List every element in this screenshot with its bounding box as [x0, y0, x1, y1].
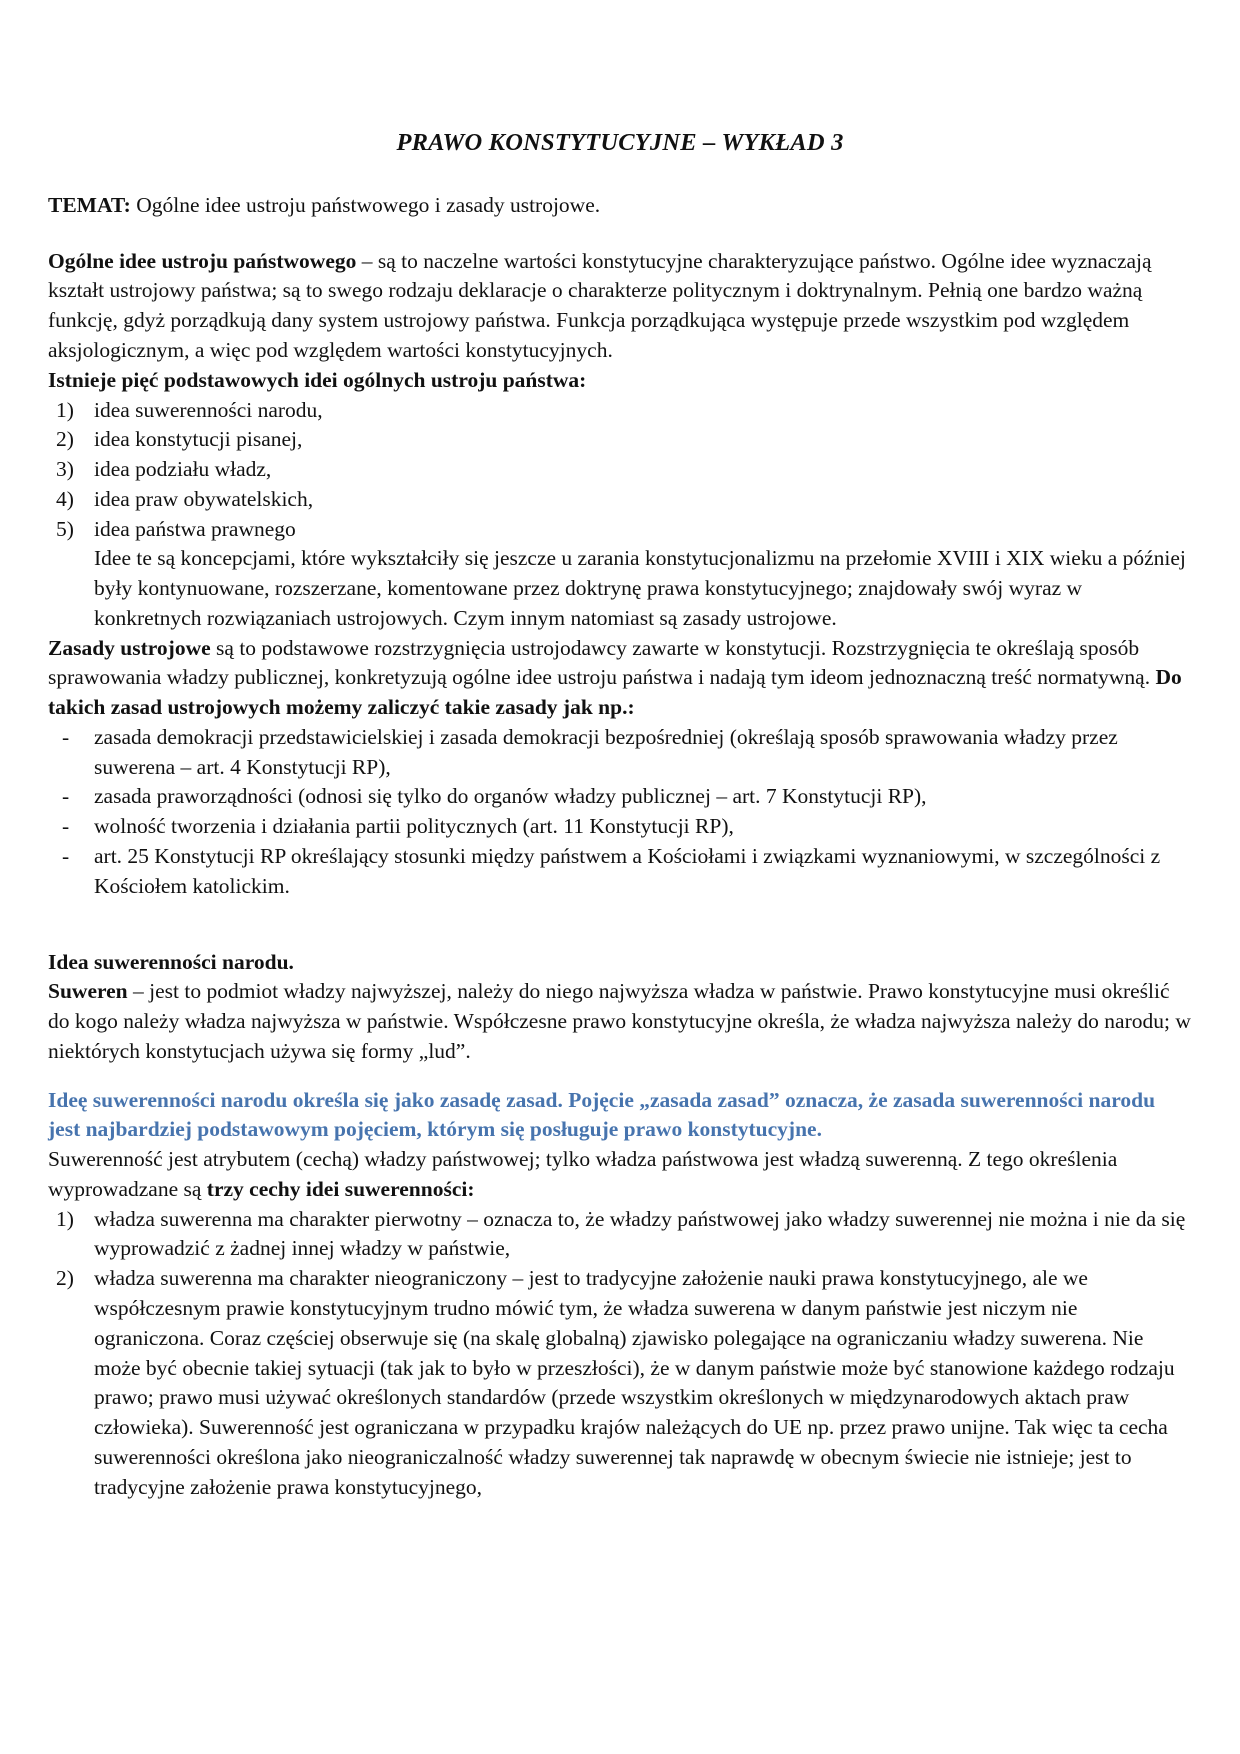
- sovereignty-features-list: [48, 1205, 1192, 1503]
- sovereignty-attributes-text: Suwerenność jest atrybutem (cechą) władzy państwowej; tylko władza państwowa jest władzą suwerenną. Z tego określenia wyprowadzane są: [48, 1147, 1118, 1201]
- list-marker: 3): [56, 457, 74, 482]
- sovereignty-paragraph: [48, 977, 1192, 1066]
- list-item-label: władza suwerenna ma charakter pierwotny – oznacza to, że władzy państwowej jako władzy suwerennej nie można i nie da się wyprowadzić z żadnej innej władzy w państwie,: [94, 1206, 1186, 1261]
- list-marker: 2): [56, 427, 74, 452]
- list-item: [48, 485, 1192, 515]
- list-item-label: art. 25 Konstytucji RP określający stosunki między państwem a Kościołami i związkami wyznaniowymi, w szczególności z Kościołem katolickim.: [94, 844, 1161, 898]
- list-item: [48, 723, 1192, 783]
- sovereignty-heading: Idea suwerenności narodu.: [48, 949, 294, 974]
- general-ideas-lead-text: – są to naczelne wartości konstytucyjne charakteryzujące państwo. Ogólne idee wyznaczają kształt ustrojowy państwa; są to swego rodzaju deklaracje o charakterze politycznym i doktrynalnym. Pełnią one bardzo ważną funkcję, gdyż porządkują dany system ustrojowy państwa. Funkcja porządkująca występuje przede wszystkim pod względem aksjologicznym, a więc pod względem wartości konstytucyjnych.: [48, 248, 1152, 362]
- list-item-label: zasada demokracji przedstawicielskiej i zasada demokracji bezpośredniej (określają sposób sprawowania władzy przez suwerena – art. 4 Konstytucji RP),: [94, 724, 1118, 779]
- sovereignty-lead-bold: Suweren: [48, 979, 128, 1004]
- principles-list: [48, 723, 1192, 902]
- principles-lead-text: są to podstawowe rozstrzygnięcia ustrojodawcy zawarte w konstytucji. Rozstrzygnięcia te określają sposób sprawowania władzy publicznej, konkretyzują ogólne idee ustroju państwa i nadają tym ideom jednoznaczną treść normatywną.: [48, 635, 1156, 690]
- highlighted-note: Ideę suwerenności narodu określa się jako zasadę zasad. Pojęcie „zasada zasad” oznacza, że zasada suwerenności narodu jest najbardziej podstawowym pojęciem, którym się posługuje prawo konstytucyjne.: [48, 1087, 1156, 1142]
- sovereignty-lead-text: – jest to podmiot władzy najwyższej, należy do niego najwyższa władza w państwie. Prawo konstytucyjne musi określić do kogo należy władza najwyższa w państwie. Współczesne prawo konstytucyjne określa, że władza najwyższa należy do narodu; w niektórych konstytucjach używa się formy „lud”.: [48, 979, 1191, 1063]
- dash-bullet-icon: -: [62, 814, 70, 839]
- general-ideas-lead-bold: Ogólne idee ustroju państwowego: [48, 248, 357, 273]
- list-item-label: idea podziału władz,: [94, 457, 272, 482]
- list-marker: 1): [56, 1206, 74, 1231]
- list-marker: 4): [56, 486, 74, 511]
- general-ideas-after-list: Idee te są koncepcjami, które wykształciły się jeszcze u zarania konstytucjonalizmu na przełomie XVIII i XIX wieku a później były kontynuowane, rozszerzane, komentowane przez doktrynę prawa konstytucyjnego; znajdowały swój wyraz w konkretnych rozwiązaniach ustrojowych. Czym innym natomiast są zasady ustrojowe.: [94, 546, 1186, 630]
- list-marker: 1): [56, 397, 74, 422]
- list-item: [48, 425, 1192, 455]
- list-item-label: idea państwa prawnego: [94, 516, 296, 541]
- general-ideas-list-heading: Istnieje pięć podstawowych idei ogólnych ustroju państwa:: [48, 367, 587, 392]
- list-marker: 2): [56, 1266, 74, 1291]
- list-item-label: idea praw obywatelskich,: [94, 486, 314, 511]
- topic-text: Ogólne idee ustroju państwowego i zasady ustrojowe.: [130, 192, 601, 217]
- list-item: [48, 842, 1192, 902]
- list-item: [48, 1264, 1192, 1502]
- list-item-label: idea suwerenności narodu,: [94, 397, 323, 422]
- dash-bullet-icon: -: [62, 844, 70, 869]
- principles-paragraph: [48, 634, 1192, 723]
- list-item: [48, 455, 1192, 485]
- sovereignty-attributes-bold: trzy cechy idei suwerenności:: [206, 1176, 475, 1201]
- principles-lead-bold: Zasady ustrojowe: [48, 635, 211, 660]
- list-item-label: wolność tworzenia i działania partii politycznych (art. 11 Konstytucji RP),: [94, 814, 734, 839]
- principles-lead-bold-tail: Do takich zasad ustrojowych możemy zaliczyć takie zasady jak np.:: [48, 665, 1182, 720]
- topic-label: TEMAT:: [48, 192, 131, 217]
- spacer: [48, 221, 1192, 247]
- general-ideas-paragraph: [48, 247, 1192, 366]
- spacer: [48, 1067, 1192, 1086]
- page-title: PRAWO KONSTYTUCYJNE – WYKŁAD 3: [396, 129, 844, 156]
- list-item-label: idea konstytucji pisanej,: [94, 427, 303, 452]
- general-ideas-list: [48, 396, 1192, 545]
- list-item: [48, 782, 1192, 812]
- sovereignty-attributes-paragraph: [48, 1145, 1192, 1205]
- list-item: [48, 515, 1192, 545]
- list-item: [48, 1205, 1192, 1265]
- dash-bullet-icon: -: [62, 784, 70, 809]
- spacer: [48, 902, 1192, 948]
- list-item: [48, 812, 1192, 842]
- list-item-label: władza suwerenna ma charakter nieograniczony – jest to tradycyjne założenie nauki prawa konstytucyjnego, ale we współczesnym prawie konstytucyjnym trudno mówić tym, że władza suwerena w danym państwie jest niczym nie ograniczona. Coraz częściej obserwuje się (na skalę globalną) zjawisko polegające na ograniczaniu władzy suwerena. Nie może być obecnie takiej sytuacji (tak jak to było w przeszłości), że w danym państwie może być stanowione każdego rodzaju prawo; prawo musi używać określonych standardów (przede wszystkim określonych w międzynarodowych aktach praw człowieka). Suwerenność jest ograniczana w przypadku krajów należących do UE np. przez prawo unijne. Tak więc ta cecha suwerenności określona jako nieograniczalność władzy suwerennej tak naprawdę w obecnym świecie nie istnieje; jest to tradycyjne założenie prawa konstytucyjnego,: [94, 1266, 1175, 1499]
- list-item-label: zasada praworządności (odnosi się tylko do organów władzy publicznej – art. 7 Konstytucji RP),: [94, 784, 927, 809]
- topic-line: [48, 191, 1192, 221]
- list-marker: 5): [56, 516, 74, 541]
- dash-bullet-icon: -: [62, 724, 70, 749]
- list-item: [48, 396, 1192, 426]
